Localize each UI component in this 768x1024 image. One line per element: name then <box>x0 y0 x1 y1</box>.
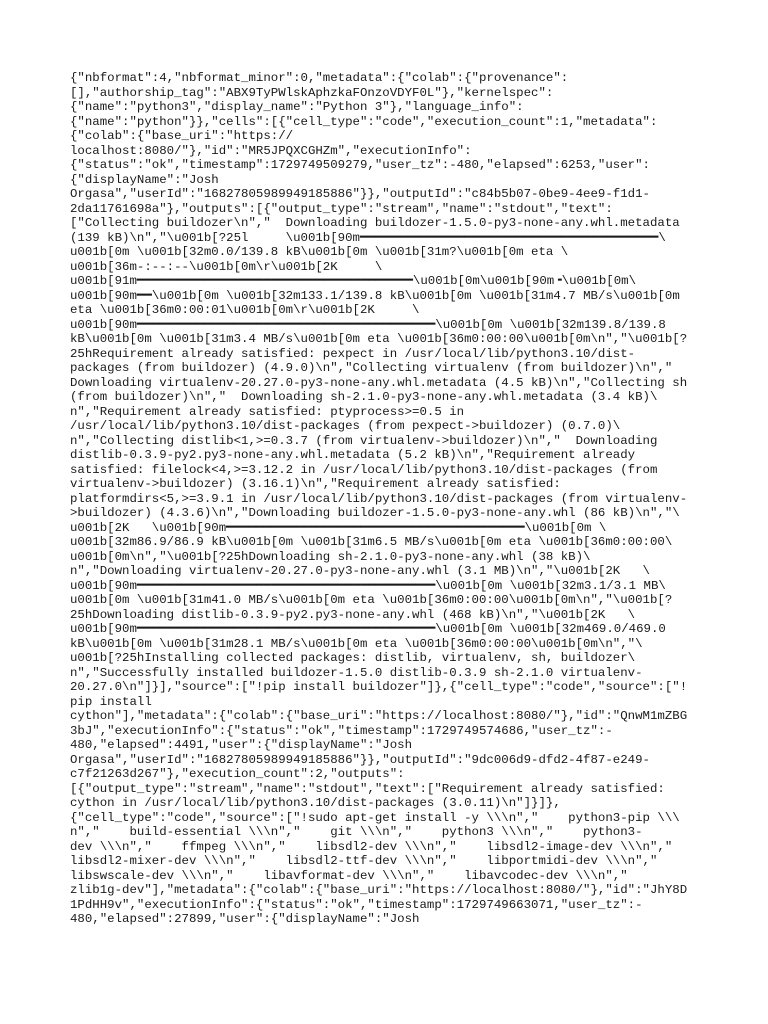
text-line: pip install <box>70 694 152 709</box>
text-line: cython in /usr/local/lib/python3.10/dist-packages (3.0.11)\n"]}]}, <box>70 796 561 810</box>
text-line: {"colab":{"base_uri":"https:// <box>70 129 294 143</box>
text-line: virtualenv->buildozer) (3.16.1)\n","Requirement already satisfied: <box>70 477 561 491</box>
text-line: (139 kB)\n","\u001b[?25l \u001b[90m━━━━━━━━━━━━━━━━━━━━━━━━━━━━━━━━━━━━━━━━\ <box>70 230 666 245</box>
text-line: {"name":"python3","display_name":"Python 3"},"language_info": <box>70 100 524 114</box>
text-line: platformdirs<5,>=3.9.1 in /usr/local/lib/python3.10/dist-packages (from virtualenv- <box>70 491 688 506</box>
text-line: localhost:8080/"},"id":"MR5JPQXCGHZm","executionInfo": <box>70 143 472 158</box>
text-line: u001b[91m━━━━━━━━━━━━━━━━━━━━━━━━━━━━━━━━━━━━━\u001b[0m\u001b[90m╺\u001b[0m\ <box>70 274 637 288</box>
text-line: packages (from buildozer) (4.9.0)\n","Collecting virtualenv (from buildozer)\n"," <box>70 361 673 375</box>
text-line: u001b[?25hInstalling collected packages: distlib, virtualenv, sh, buildozer\ <box>70 651 636 665</box>
text-line: distlib-0.3.9-py2.py3-none-any.whl.metadata (5.2 kB)\n","Requirement already <box>70 448 636 462</box>
text-line: Orgasa","userId":"16827805989949185886"}},"outputId":"c84b5b07-0be9-4ee9-f1d1- <box>70 187 650 201</box>
text-line: u001b[90m━━━━━━━━━━━━━━━━━━━━━━━━━━━━━━━━━━━━━━━━\u001b[0m \u001b[32m3.1/3.1 MB\ <box>70 578 666 593</box>
text-line: n","Requirement already satisfied: ptyprocess>=0.5 in <box>70 404 465 419</box>
text-line: kB\u001b[0m \u001b[31m3.4 MB/s\u001b[0m eta \u001b[36m0:00:00\u001b[0m\n","\u001b[? <box>70 332 688 346</box>
text-line: 25hDownloading distlib-0.3.9-py2.py3-none-any.whl (468 kB)\n","\u001b[2K \ <box>70 607 636 622</box>
notebook-json-text <box>70 71 702 927</box>
text-line: u001b[36m-:--:--\u001b[0m\r\u001b[2K \ <box>70 259 383 274</box>
text-line: u001b[0m \u001b[32m0.0/139.8 kB\u001b[0m \u001b[31m?\u001b[0m eta \ <box>70 245 569 259</box>
text-line: 2da11761698a"},"outputs":[{"output_type":"stream","name":"stdout","text": <box>70 201 613 216</box>
text-line: 1PdHH9v","executionInfo":{"status":"ok","timestamp":1729749663071,"user_tz":- <box>70 897 643 912</box>
text-line: dev \\\n"," ffmpeg \\\n"," libsdl2-dev \\\n"," libsdl2-image-dev \\\n"," <box>70 839 673 854</box>
text-line: eta \u001b[36m0:00:01\u001b[0m\r\u001b[2K \ <box>70 303 420 317</box>
text-line: {"cell_type":"code","source":["!sudo apt-get install -y \\\n"," python3-pip \\\ <box>70 810 680 825</box>
text-line: u001b[0m\n","\u001b[?25hDownloading sh-2.1.0-py3-none-any.whl (38 kB)\ <box>70 549 591 564</box>
text-line: (from buildozer)\n"," Downloading sh-2.1.0-py3-none-any.whl.metadata (3.4 kB)\ <box>70 390 658 404</box>
text-line: n"," build-essential \\\n"," git \\\n"," python3 \\\n"," python3- <box>70 825 643 839</box>
text-line: {"status":"ok","timestamp":1729749509279,"user_tz":-480,"elapsed":6253,"user": <box>70 158 650 172</box>
text-line: n","Downloading virtualenv-20.27.0-py3-none-any.whl (3.1 MB)\n","\u001b[2K \ <box>70 564 650 578</box>
text-line: Downloading virtualenv-20.27.0-py3-none-any.whl.metadata (4.5 kB)\n","Collecting sh <box>70 375 688 390</box>
text-line: ["Collecting buildozer\n"," Downloading buildozer-1.5.0-py3-none-any.whl.metadata <box>70 216 680 230</box>
text-line: [],"authorship_tag":"ABX9TyPWlskAphzkaFOnzoVDYF0L"},"kernelspec": <box>70 85 554 100</box>
text-line: >buildozer) (4.3.6)\n","Downloading buildozer-1.5.0-py3-none-any.whl (86 kB)\n","\ <box>70 506 680 520</box>
text-line: c7f21263d267"},"execution_count":2,"outputs": <box>70 767 405 781</box>
text-line: {"displayName":"Josh <box>70 172 219 187</box>
text-line: kB\u001b[0m \u001b[31m28.1 MB/s\u001b[0m eta \u001b[36m0:00:00\u001b[0m\n","\ <box>70 636 643 651</box>
text-line: {"name":"python"}},"cells":[{"cell_type":"code","execution_count":1,"metadata": <box>70 114 658 129</box>
text-line: [{"output_type":"stream","name":"stdout","text":["Requirement already satisfied: <box>70 781 665 796</box>
text-line: libsdl2-mixer-dev \\\n"," libsdl2-ttf-dev \\\n"," libportmidi-dev \\\n"," <box>70 854 658 868</box>
text-line: cython"],"metadata":{"colab":{"base_uri":"https://localhost:8080/"},"id":"QnwM1mZBG <box>70 709 688 723</box>
text-line: u001b[90m━━\u001b[0m \u001b[32m133.1/139.8 kB\u001b[0m \u001b[31m4.7 MB/s\u001b[0m <box>70 288 680 303</box>
text-line: Orgasa","userId":"16827805989949185886"}},"outputId":"9dc006d9-dfd2-4f87-e249- <box>70 752 650 767</box>
text-line: /usr/local/lib/python3.10/dist-packages (from pexpect->buildozer) (0.7.0)\ <box>70 419 621 433</box>
text-line: u001b[2K \u001b[90m━━━━━━━━━━━━━━━━━━━━━━━━━━━━━━━━━━━━━━━━\u001b[0m \ <box>70 520 607 535</box>
text-line: u001b[90m━━━━━━━━━━━━━━━━━━━━━━━━━━━━━━━━━━━━━━━━\u001b[0m \u001b[32m469.0/469.0 <box>70 622 666 636</box>
text-line: libswscale-dev \\\n"," libavformat-dev \\\n"," libavcodec-dev \\\n"," <box>70 868 628 883</box>
text-line: zlib1g-dev"],"metadata":{"colab":{"base_uri":"https://localhost:8080/"},"id":"JhY8D <box>70 883 688 897</box>
text-line: n","Collecting distlib<1,>=0.3.7 (from virtualenv->buildozer)\n"," Downloading <box>70 433 658 448</box>
text-line: n","Successfully installed buildozer-1.5.0 distlib-0.3.9 sh-2.1.0 virtualenv- <box>70 665 643 680</box>
text-line: 480,"elapsed":4491,"user":{"displayName":"Josh <box>70 738 413 752</box>
text-line: 20.27.0\n"]}],"source":["!pip install buildozer"]},{"cell_type":"code","source":["! <box>70 680 688 694</box>
text-line: u001b[90m━━━━━━━━━━━━━━━━━━━━━━━━━━━━━━━━━━━━━━━━\u001b[0m \u001b[32m139.8/139.8 <box>70 317 666 332</box>
text-line: 3bJ","executionInfo":{"status":"ok","timestamp":1729749574686,"user_tz":- <box>70 723 613 738</box>
text-line: 25hRequirement already satisfied: pexpect in /usr/local/lib/python3.10/dist- <box>70 346 636 361</box>
text-line: satisfied: filelock<4,>=3.12.2 in /usr/local/lib/python3.10/dist-packages (from <box>70 462 658 477</box>
text-line: 480,"elapsed":27899,"user":{"displayName":"Josh <box>70 912 420 926</box>
text-line: u001b[0m \u001b[31m41.0 MB/s\u001b[0m eta \u001b[36m0:00:00\u001b[0m\n","\u001b[? <box>70 593 673 607</box>
text-line: u001b[32m86.9/86.9 kB\u001b[0m \u001b[31m6.5 MB/s\u001b[0m eta \u001b[36m0:00:00\ <box>70 535 673 549</box>
text-line: {"nbformat":4,"nbformat_minor":0,"metadata":{"colab":{"provenance": <box>70 71 569 85</box>
